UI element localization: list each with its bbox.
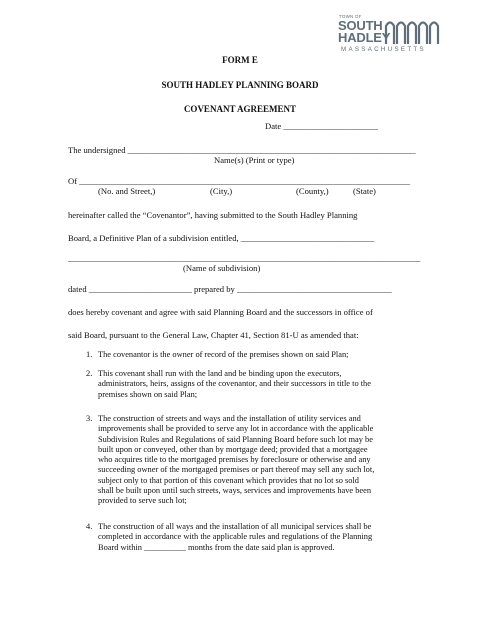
town-logo bbox=[338, 14, 460, 56]
logo-mark-icon bbox=[384, 18, 442, 44]
logo-state-text: MASSACHUSETTS bbox=[341, 46, 426, 53]
logo-town-text: TOWN OF bbox=[339, 14, 362, 19]
address-county-caption: (County,) bbox=[296, 186, 329, 196]
logo-hadley-text: HADLEY bbox=[338, 30, 391, 45]
item-number: 3. bbox=[86, 414, 93, 423]
date-field: Date ______________________ bbox=[265, 121, 378, 131]
item-line: Subdivision Rules and Regulations of said Planning Board before such lot may be bbox=[98, 434, 373, 444]
item-line: improvements shall be provided to serve any lot in accordance with the applicable bbox=[98, 424, 374, 434]
board-name: SOUTH HADLEY PLANNING BOARD bbox=[161, 80, 319, 90]
item-line: This covenant shall run with the land and be binding upon the executors, bbox=[98, 369, 342, 378]
address-city-caption: (City,) bbox=[210, 186, 233, 196]
document-title: COVENANT AGREEMENT bbox=[183, 104, 297, 114]
covenant-text-line-1: does hereby covenant and agree with said Planning Board and the successors in office of bbox=[68, 307, 373, 317]
logo-south-text: SOUTH bbox=[338, 18, 383, 33]
item-number: 2. bbox=[86, 369, 93, 378]
item-line: who acquires title to the mortgaged premises by foreclosure or otherwise and any bbox=[98, 455, 371, 464]
dated-prepared-field: dated ________________________ prepared by ____________________________________ bbox=[68, 284, 392, 294]
item-line: administrators, heirs, assigns of the covenantor, and their successors in title to the bbox=[98, 379, 371, 389]
undersigned-field: The undersigned ___________________________________________________________________ bbox=[68, 145, 416, 155]
item-line: Board within __________ months from the date said plan is approved. bbox=[98, 542, 335, 552]
item-line: The construction of streets and ways and the installation of utility services and bbox=[98, 414, 361, 423]
covenantor-text: hereinafter called the “Covenantor”, having submitted to the South Hadley Planning bbox=[68, 210, 358, 220]
address-state-caption: (State) bbox=[353, 186, 376, 196]
item-line: completed in accordance with the applicable rules and regulations of the Planning bbox=[98, 532, 373, 542]
names-caption: Name(s) (Print or type) bbox=[214, 155, 295, 165]
item-line: The construction of all ways and the installation of all municipal services shall be bbox=[98, 522, 372, 531]
item-line: The covenantor is the owner of record of the premises shown on said Plan; bbox=[98, 350, 349, 359]
covenant-text-line-2: said Board, pursuant to the General Law, Chapter 41, Section 81-U as amended that: bbox=[68, 330, 359, 340]
form-label: FORM E bbox=[222, 55, 258, 65]
address-street-caption: (No. and Street,) bbox=[98, 186, 156, 196]
subdivision-entitled-field: Board, a Definitive Plan of a subdivision entitled, _______________________________ bbox=[68, 233, 375, 243]
subdivision-caption: (Name of subdivision) bbox=[183, 263, 261, 273]
address-field: Of _____________________________________________________________________________ bbox=[68, 176, 411, 186]
item-line: provided to serve such lot; bbox=[98, 496, 187, 505]
item-number: 4. bbox=[86, 522, 93, 531]
subdivision-name-blank: __________________________________________________________________________________ bbox=[68, 253, 421, 263]
item-line: premises shown on said Plan; bbox=[98, 389, 198, 399]
item-line: succeeding owner of the mortgaged premises or part thereof may sell any such lot, bbox=[98, 465, 375, 475]
item-number: 1. bbox=[86, 350, 93, 359]
item-line: shall be built upon until such streets, ways, services and improvements have been bbox=[98, 485, 372, 495]
item-line: built upon or conveyed, other than by mortgage deed; provided that a mortgagee bbox=[98, 444, 368, 454]
item-line: subject only to that portion of this covenant which provides that no lot so sold bbox=[98, 475, 359, 485]
